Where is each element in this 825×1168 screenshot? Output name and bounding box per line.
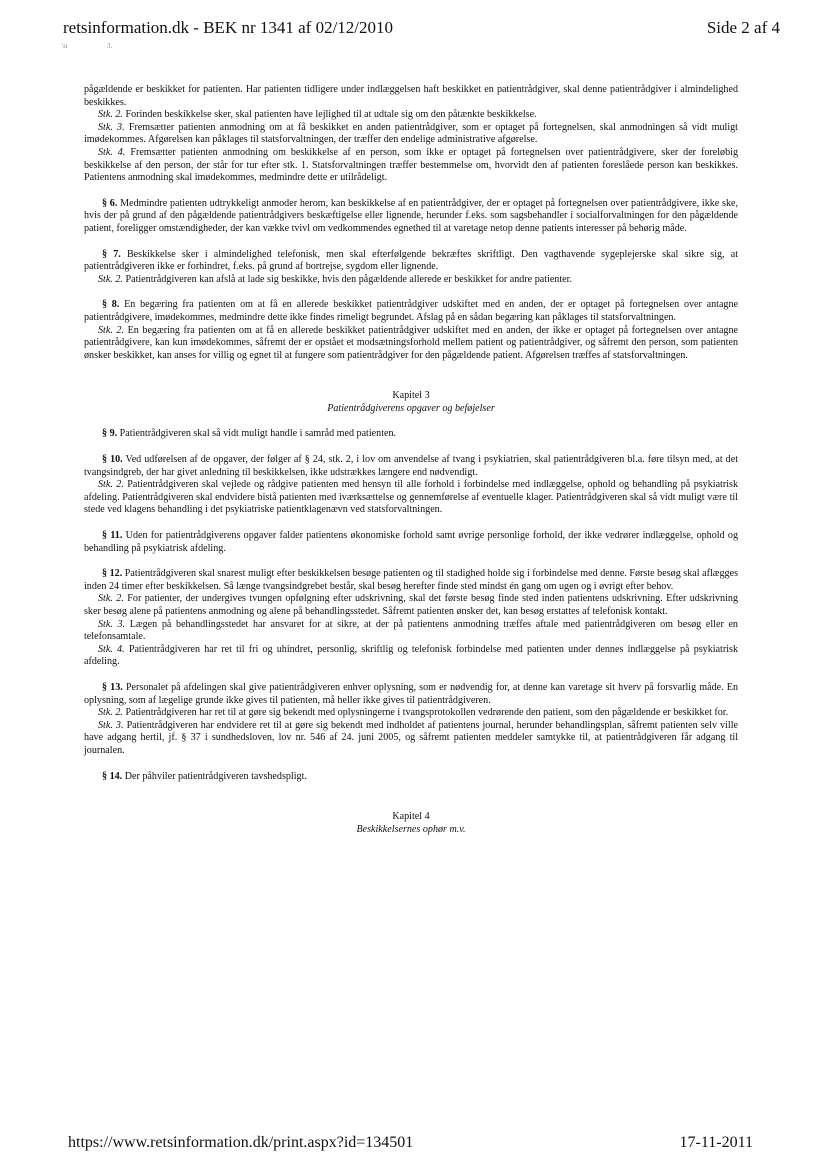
paragraph-text: Fremsætter patienten anmodning om at få beskikket en anden patientrådgiver, som er optaget på fortegnelsen, skal anmodningen så vidt muligt imødekommes. Afgørelsen kan påklages til statsforvaltningen, der træffer den endelige administrative afgørelse.: [84, 121, 738, 146]
section-paragraph: [84, 249, 738, 274]
section-paragraph: [84, 198, 738, 236]
spacer: [84, 236, 738, 249]
subsection-label: Stk. 2.: [98, 707, 123, 719]
subsection-label: Stk. 3.: [98, 618, 126, 630]
paragraph-text: Patientrådgiveren kan afslå at lade sig beskikke, hvis den pågældende allerede er beskikket for andre patienter.: [125, 273, 572, 285]
section-paragraph: [84, 771, 738, 784]
footer-date: 17-11-2011: [679, 1134, 753, 1151]
subsection-paragraph: [84, 109, 738, 122]
continued-paragraph: [84, 84, 738, 109]
subsection-paragraph: [84, 619, 738, 644]
spacer: [84, 415, 738, 428]
subsection-paragraph: [84, 325, 738, 363]
spacer: [84, 185, 738, 198]
subsection-paragraph: [84, 644, 738, 669]
paragraph-text: pågældende er beskikket for patienten. Har patienten tidligere under indlæggelsen haft beskikket en patientrådgiver, skal denne patientrådgiver i almindelighed beskikkes.: [84, 84, 738, 108]
subsection-paragraph: [84, 720, 738, 758]
paragraph-text: Patientrådgiveren har endvidere ret til at gøre sig bekendt med indholdet af patientens journal, herunder behandlingsplan, såfremt patienten selv ville have adgang hertil, jf. § 37 i sundhedsloven, lov nr. 546 af 24. juni 2005, og såfremt patienten meddeler samtykke til, at patientrådgiveren får adgang til journalen.: [84, 719, 738, 756]
paragraph-text: Patientrådgiveren skal snarest muligt efter beskikkelsen besøge patienten og til stadighed holde sig i forbindelse med denne. Første besøg skal aflægges inden 24 timer efter beskikkelsen. Så længe tvangsindgrebet består, skal besøg herefter finde sted mindst én gang om ugen og i øvrigt efter behov.: [84, 568, 738, 592]
section-number: § 6.: [102, 197, 118, 209]
scan-mark: \u: [62, 42, 68, 50]
scan-mark: 3.: [107, 42, 113, 50]
paragraph-text: Patientrådgiveren skal vejlede og rådgive patienten med hensyn til alle forhold i forbindelse med indlæggelse, ophold og behandling på psykiatrisk afdeling. Patientrådgiveren skal endvidere bistå patienten med iværksættelse og gennemførelse af eventuelle klager. Patientrådgiveren skal så vidt muligt være til stede ved klagens behandling i det psykiatriske patientklagenævn ved statsforvaltningen.: [84, 479, 739, 516]
paragraph-text: Patientrådgiveren skal så vidt muligt handle i samråd med patienten.: [119, 428, 397, 440]
page-number: Side 2 af 4: [706, 18, 780, 37]
chapter-heading: Kapitel 4: [392, 811, 430, 823]
paragraph-text: Patientrådgiveren har ret til at gøre sig bekendt med oplysningerne i tvangsprotokollen vedrørende den patient, som den pågældende er beskikket for.: [125, 707, 729, 719]
section-paragraph: [84, 568, 738, 593]
spacer: [84, 362, 738, 390]
section-number: § 7.: [102, 248, 121, 260]
paragraph-text: Fremsætter patienten anmodning om beskikkelse af en person, som ikke er optaget på fortegnelsen over patientrådgivere, sker der foreløbig beskikkelse af den person, der står for tur efter stk. 1. Statsforvaltningen træffer bestemmelse om, hvorvidt den af patienten foreslåede person kan beskikkes. Patientens anmodning skal imødekommes, medmindre dette er utilrådeligt.: [84, 146, 738, 184]
paragraph-text: Patientrådgiveren har ret til fri og uhindret, personlig, skriftlig og telefonisk forbindelse med patienten under dennes indlæggelse på psykiatrisk afdeling.: [84, 643, 739, 668]
paragraph-text: Beskikkelse sker i almindelighed telefonisk, men skal efterfølgende bekræftes skriftligt. Den vagthavende sygeplejerske skal sikre sig, at patientrådgiveren ikke er forhindret, f.eks. på grund af bortrejse, sygdom eller lignende.: [84, 248, 739, 273]
section-paragraph: [84, 428, 738, 441]
section-number: § 13.: [102, 681, 123, 693]
subsection-paragraph: [84, 274, 738, 287]
chapter-title: Patientrådgiverens opgaver og beføjelser: [327, 402, 495, 414]
subsection-label: Stk. 2.: [98, 109, 123, 121]
section-paragraph: [84, 530, 738, 555]
chapter-title: Beskikkelsernes ophør m.v.: [356, 823, 466, 835]
subsection-paragraph: [84, 479, 738, 517]
spacer: [84, 517, 738, 530]
subsection-label: Stk. 3.: [98, 121, 125, 133]
spacer: [84, 286, 738, 299]
footer-url[interactable]: https://www.retsinformation.dk/print.aspx?id=134501: [68, 1134, 414, 1151]
spacer: [84, 441, 738, 454]
subsection-label: Stk. 2.: [98, 593, 124, 605]
section-paragraph: [84, 299, 738, 324]
subsection-paragraph: [84, 707, 738, 720]
paragraph-text: Personalet på afdelingen skal give patientrådgiveren enhver oplysning, som er nødvendig for, at denne kan varetage sit hverv på forsvarlig måde. En oplysning, som af lægelige grunde ikke gives til patienten, må heller ikke gives til patientrådgiveren.: [84, 681, 739, 706]
subsection-label: Stk. 2.: [98, 273, 123, 285]
subsection-paragraph: [84, 147, 738, 185]
section-number: § 12.: [102, 568, 123, 580]
paragraph-text: Medmindre patienten udtrykkeligt anmoder herom, kan beskikkelse af en patientrådgiver, der er optaget på fortegnelsen over patientrådgivere, ikke ske, hvis der på grund af den pågældende patientrådgivers beskæftigelse eller lignende, herunder f.eks. som sagsbehandler i socialforvaltningen for den pågældende patient, foreligger omstændigheder, der kan vække tvivl om vedkommendes egnethed til at varetage netop denne patients interesser på behørig måde.: [84, 197, 738, 234]
spacer: [84, 758, 738, 771]
document-title: retsinformation.dk - BEK nr 1341 af 02/12/2010: [63, 18, 394, 37]
subsection-label: Stk. 2.: [98, 324, 125, 336]
paragraph-text: Uden for patientrådgiverens opgaver falder patientens økonomiske forhold samt øvrige personlige forhold, der ikke vedrører indlæggelse, ophold og behandling på psykiatrisk afdeling.: [84, 530, 738, 554]
page-footer: [68, 1134, 753, 1152]
section-number: § 9.: [102, 428, 118, 440]
paragraph-text: Der påhviler patientrådgiveren tavshedspligt.: [124, 770, 307, 782]
paragraph-text: Forinden beskikkelse sker, skal patienten have lejlighed til at udtale sig om den påtænkte beskikkelse.: [125, 109, 537, 121]
page-header: [45, 18, 780, 38]
subsection-label: Stk. 4.: [98, 146, 126, 158]
section-number: § 8.: [102, 299, 120, 311]
document-body: [84, 84, 738, 836]
section-number: § 10.: [102, 454, 123, 466]
subsection-label: Stk. 4.: [98, 643, 125, 655]
paragraph-text: En begæring fra patienten om at få en allerede beskikket patientrådgiver udskiftet med en anden, der er optaget på fortegnelsen over antagne patientrådgivere, imødekommes, medmindre dette ikke findes rimeligt begrundet. Afslag på en sådan begæring kan påklages til statsforvaltningen.: [84, 299, 739, 323]
paragraph-text: Lægen på behandlingsstedet har ansvaret for at sikre, at der på patientens anmodning træffes aftale med patientrådgiveren om besøg eller en telefonsamtale.: [84, 618, 738, 643]
paragraph-text: En begæring fra patienten om at få en allerede beskikket patientrådgiver udskiftet med en anden, der ikke er optaget på fortegnelsen over antagne patientrådgivere, kan kun imødekommes, såfremt der er opstået et modsætningsforhold mellem patient og patientrådgiver, og såfremt den person, som patienten ønsker beskikket, kan anses for villig og egnet til at fungere som patientrådgiver for den pågældende patient. Afgørelsen træffes af statsforvaltningen.: [84, 324, 739, 361]
subsection-label: Stk. 2.: [98, 479, 124, 491]
spacer: [84, 669, 738, 682]
section-paragraph: [84, 682, 738, 707]
spacer: [84, 555, 738, 568]
subsection-paragraph: [84, 122, 738, 147]
section-paragraph: [84, 454, 738, 479]
spacer: [84, 783, 738, 811]
paragraph-text: Ved udførelsen af de opgaver, der følger af § 24, stk. 2, i lov om anvendelse af tvang i psykiatrien, skal patientrådgiveren bl.a. føre tilsyn med, at det tvangsindgreb, der har givet anledning til beskikkelsen, ikke udstrækkes længere end nødvendigt.: [84, 454, 738, 478]
section-number: § 14.: [102, 770, 123, 782]
section-number: § 11.: [102, 530, 123, 542]
paragraph-text: For patienter, der undergives tvungen opfølgning efter udskrivning, skal det første besøg finde sted inden patientens udskrivning. Efter udskrivning sker besøg alene på patientens anmodning og alene på behandlingsstedet. Såfremt patienten ønsker det, kan besøg erstattes af telefonisk kontakt.: [84, 593, 738, 617]
subsection-label: Stk. 3.: [98, 719, 124, 731]
subsection-paragraph: [84, 593, 738, 618]
chapter-heading: Kapitel 3: [392, 390, 430, 402]
